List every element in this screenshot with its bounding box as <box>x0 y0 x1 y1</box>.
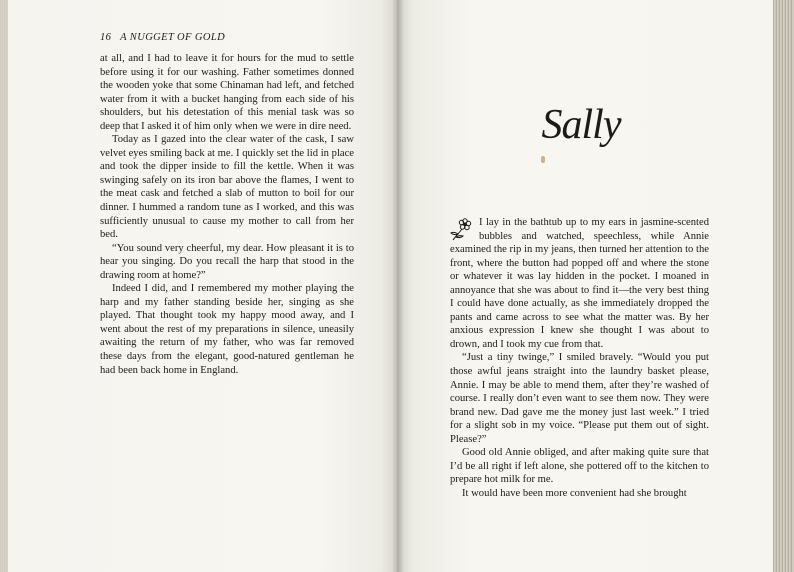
flower-icon <box>450 216 474 242</box>
right-page-body <box>450 216 709 500</box>
paragraph: Indeed I did, and I remembered my mother playing the harp and my father standing beside her, singing as she played. That thought took my happy mood away, and I went about the rest of my preparations in silence, uneasily awaiting the return of my father, who was far removed these days from the elegant, good-natured gentleman he had been back home in England. <box>100 283 354 376</box>
paragraph: “You sound very cheerful, my dear. How pleasant it is to hear you singing. Do you recall the harp that stood in the drawing room at home?” <box>100 242 354 281</box>
running-head <box>100 31 360 45</box>
right-page-edges <box>773 0 794 572</box>
ornament-dot <box>541 156 545 163</box>
opening-paragraph <box>450 216 709 351</box>
book-gutter <box>392 0 404 572</box>
paragraph: “Just a tiny twinge,” I smiled bravely. “Would you put those awful jeans straight into the laundry basket please, Annie. I may be able to mend them, after they’re washed of course. I really don’t even want to see them now. They were brand new. Dad gave me the money just last week.” I tried for a slight sob in my voice. “Please put them out of sight. Please?” <box>450 352 709 445</box>
left-page-body <box>100 52 354 377</box>
chapter-title: Sally <box>541 102 621 148</box>
paragraph: Today as I gazed into the clear water of the cask, I saw velvet eyes smiling back at me. I quickly set the lid in place and took the dipper inside to fill the kettle. When it was swinging safely on its iron bar above the flames, I went to the meat cask and fetched a slab of mutton to boil for our dinner. I hummed a random tune as I worked, and this was sufficiently unusual to cause my mother to call from her bed. <box>100 134 354 241</box>
paragraph: I lay in the bathtub up to my ears in jasmine-scented bubbles and watched, speechless, while Annie examined the rip in my jeans, then turned her attention to the front, where the button had popped off and where the stone or whatever it was lay hidden in the pocket. I moaned in annoyance that she was about to find it—the very best thing I could have done actually, as she immediately dropped the pants and came across to see what the matter was. By her anxious expression I knew she thought I was about to drown, and I took my cue from that. <box>450 217 709 350</box>
page-number: 16 <box>100 32 112 43</box>
paragraph: Good old Annie obliged, and after making quite sure that I’d be all right if left alone, she pottered off to the kitchen to prepare hot milk for me. <box>450 447 709 486</box>
left-page-edges <box>0 0 8 572</box>
paragraph: at all, and I had to leave it for hours for the mud to settle before using it for our washing. Father sometimes donned the wooden yoke that some Chinaman had left, and fetched water from it with a bucket hanging from each side of his shoulders, but his detestation of this menial task was so deep that I asked it of him only when we were in dire need. <box>100 53 354 132</box>
paragraph: It would have been more convenient had she brought <box>462 487 687 499</box>
running-title: A NUGGET OF GOLD <box>120 32 226 43</box>
